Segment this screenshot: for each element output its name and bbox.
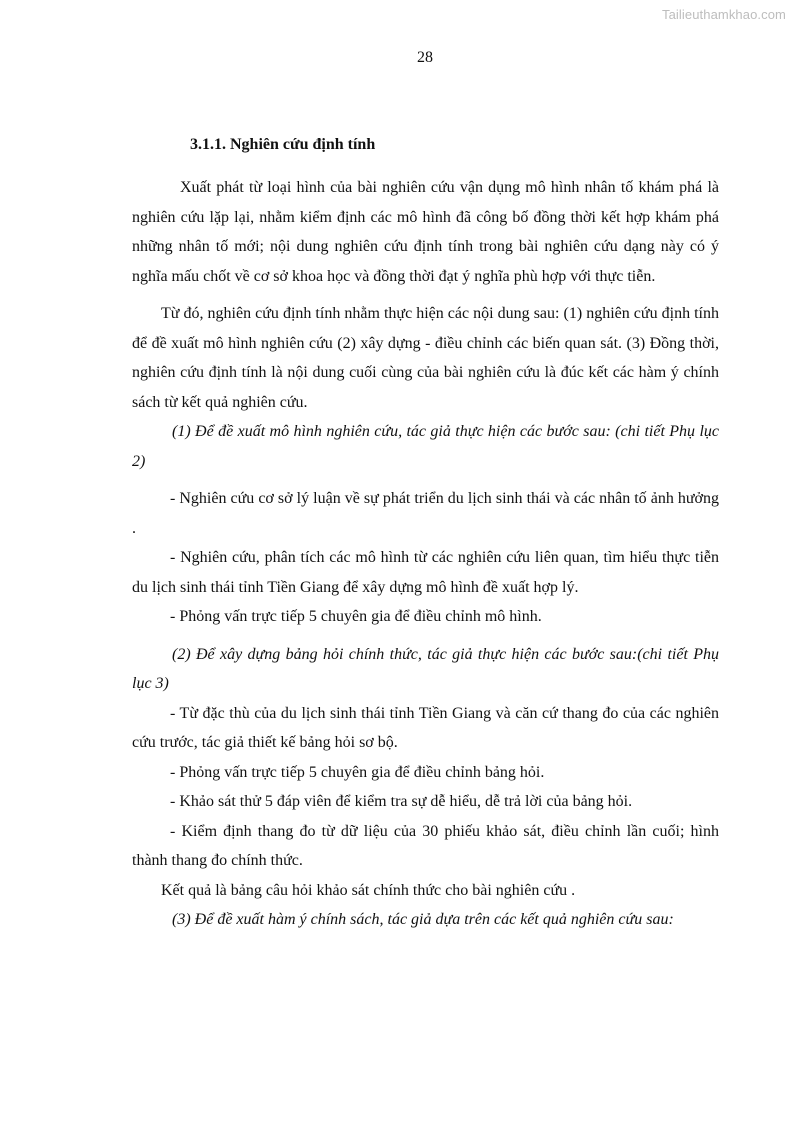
step2-item: - Khảo sát thử 5 đáp viên để kiểm tra sự dễ hiểu, dễ trả lời của bảng hỏi. [170,793,633,810]
document-body [132,134,719,935]
step3-heading: (3) Để đề xuất hàm ý chính sách, tác giả dựa trên các kết quả nghiên cứu sau: [172,911,674,928]
paragraph-intro: Xuất phát từ loại hình của bài nghiên cứu vận dụng mô hình nhân tố khám phá là nghiên cứu lặp lại, nhằm kiểm định các mô hình đã công bố đồng thời kết hợp khám phá những nhân tố mới; nội dung nghiên cứu định tính trong bài nghiên cứu dạng này có ý nghĩa mấu chốt về cơ sở khoa học và đồng thời đạt ý nghĩa phù hợp với thực tiễn. [132,179,719,285]
step1-item: - Nghiên cứu, phân tích các mô hình từ các nghiên cứu liên quan, tìm hiểu thực tiễn du lịch sinh thái tỉnh Tiền Giang để xây dựng mô hình đề xuất hợp lý. [132,549,719,596]
step2-item: - Kiểm định thang đo từ dữ liệu của 30 phiếu khảo sát, điều chỉnh lần cuối; hình thành thang đo chính thức. [132,822,719,869]
section-heading: 3.1.1. Nghiên cứu định tính [190,136,376,153]
step1-item: - Nghiên cứu cơ sở lý luận về sự phát triển du lịch sinh thái và các nhân tố ảnh hưởng . [132,490,719,537]
step2-heading: (2) Để xây dựng bảng hỏi chính thức, tác giả thực hiện các bước sau:(chi tiết Phụ lục 3) [132,645,719,692]
step1-item: - Phỏng vấn trực tiếp 5 chuyên gia để điều chỉnh mô hình. [170,608,542,625]
watermark: Tailieuthamkhao.com [661,7,786,22]
step2-result: Kết quả là bảng câu hỏi khảo sát chính thức cho bài nghiên cứu . [161,881,576,899]
step2-item: - Từ đặc thù của du lịch sinh thái tỉnh Tiền Giang và căn cứ thang đo của các nghiên cứu trước, tác giả thiết kế bảng hỏi sơ bộ. [132,704,719,751]
page-number: 28 [417,49,433,66]
paragraph-objectives: Từ đó, nghiên cứu định tính nhằm thực hiện các nội dung sau: (1) nghiên cứu định tính để đề xuất mô hình nghiên cứu (2) xây dựng - điều chỉnh các biến quan sát. (3) Đồng thời, nghiên cứu định tính là nội dung cuối cùng của bài nghiên cứu là đúc kết các hàm ý chính sách từ kết quả nghiên cứu. [132,305,719,411]
step1-heading: (1) Để đề xuất mô hình nghiên cứu, tác giả thực hiện các bước sau: (chi tiết Phụ lục 2) [132,423,719,470]
step2-item: - Phỏng vấn trực tiếp 5 chuyên gia để điều chỉnh bảng hỏi. [170,763,545,781]
